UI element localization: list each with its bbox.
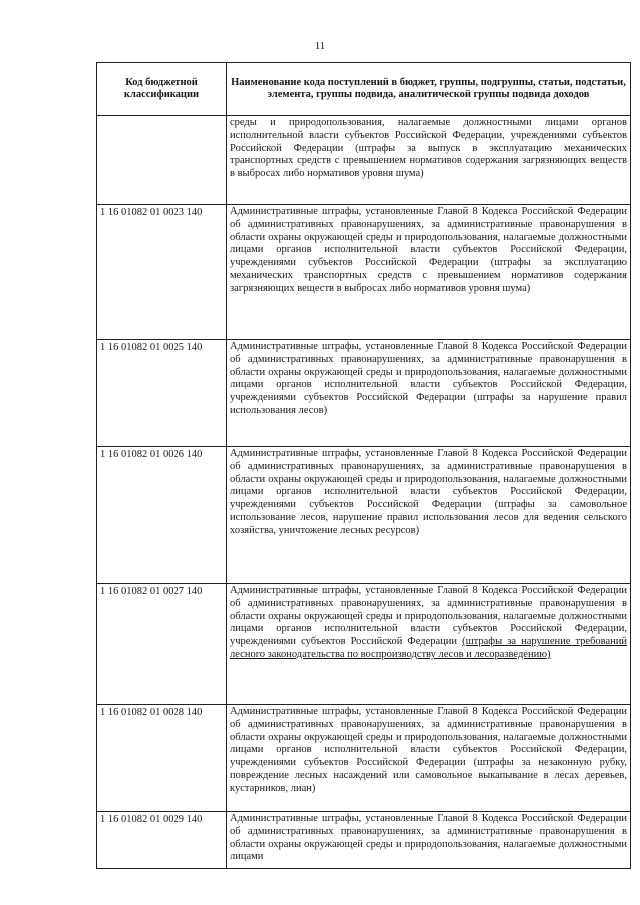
row-text: Административные штрафы, установленные Главой 8 Кодекса Российской Федерации об административных правонарушениях, за административные правонарушения в области охраны окружающей среды и природопользования, налагаемые должностными лицами [230, 813, 627, 863]
header-name: Наименование кода поступлений в бюджет, группы, подгруппы, статьи, подстатьи, элемента, группы подвида, аналитической группы подвида доходов [227, 63, 631, 116]
row-description [227, 812, 631, 869]
row-text: Административные штрафы, установленные Главой 8 Кодекса Российской Федерации об административных правонарушениях, за административные правонарушения в области охраны окружающей среды и природопользования, налагаемые должностными лицами органов исполнительной власти субъектов Российской Федерации, учреждениями субъектов Российской Федерации (штрафы за самовольное использование лесов, нарушение правил использования лесов для ведения сельского хозяйства, уничтожение лесных ресурсов) [230, 448, 627, 536]
header-code: Код бюджетной классификации [97, 63, 227, 116]
row-text: Административные штрафы, установленные Главой 8 Кодекса Российской Федерации об административных правонарушениях, за административные правонарушения в области охраны окружающей среды и природопользования, налагаемые должностными лицами органов исполнительной власти субъектов Российской Федерации, учреждениями субъектов Российской Федерации (штрафы за эксплуатацию механических транспортных средств с превышением нормативов содержания загрязняющих веществ в выбросах либо нормативов уровня шума) [230, 206, 627, 294]
row-description [227, 705, 631, 812]
table-row [97, 447, 631, 584]
row-code: 1 16 01082 01 0028 140 [97, 705, 227, 812]
row-description [227, 447, 631, 584]
row-text: среды и природопользования, налагаемые должностными лицами органов исполнительной власти субъектов Российской Федерации, учреждениями субъектов Российской Федерации (штрафы за выпуск в эксплуатацию механических транспортных средств с превышением нормативов содержания загрязняющих веществ в выбросах либо нормативов уровня шума) [230, 117, 627, 180]
table-row [97, 705, 631, 812]
table-header-row [97, 63, 631, 116]
row-text-underlined: (штрафы за нарушение требований лесного законодательства по воспроизводству лесов и лесоразведению) [230, 636, 628, 660]
table-row [97, 205, 631, 340]
row-description [227, 205, 631, 340]
table-row [97, 340, 631, 447]
row-code: 1 16 01082 01 0025 140 [97, 340, 227, 447]
row-description [227, 584, 631, 705]
budget-classification-table [96, 62, 631, 869]
row-code: 1 16 01082 01 0027 140 [97, 584, 227, 705]
page-number: 11 [314, 40, 326, 52]
row-text: Административные штрафы, установленные Главой 8 Кодекса Российской Федерации об административных правонарушениях, за административные правонарушения в области охраны окружающей среды и природопользования, налагаемые должностными лицами органов исполнительной власти субъектов Российской Федерации, учреждениями субъектов Российской Федерации [230, 585, 627, 648]
row-code: 1 16 01082 01 0023 140 [97, 205, 227, 340]
row-description [227, 116, 631, 205]
row-text: Административные штрафы, установленные Главой 8 Кодекса Российской Федерации об административных правонарушениях, за административные правонарушения в области охраны окружающей среды и природопользования, налагаемые должностными лицами органов исполнительной власти субъектов Российской Федерации, учреждениями субъектов Российской Федерации (штрафы за нарушение правил использования лесов) [230, 341, 627, 416]
row-text: Административные штрафы, установленные Главой 8 Кодекса Российской Федерации об административных правонарушениях, за административные правонарушения в области охраны окружающей среды и природопользования, налагаемые должностными лицами органов исполнительной власти субъектов Российской Федерации, учреждениями субъектов Российской Федерации (штрафы за незаконную рубку, повреждение лесных насаждений или самовольное выкапывание в лесах деревьев, кустарников, лиан) [230, 706, 627, 794]
row-code: 1 16 01082 01 0029 140 [97, 812, 227, 869]
table-row [97, 584, 631, 705]
row-description [227, 340, 631, 447]
row-code [97, 116, 227, 205]
table-row [97, 116, 631, 205]
table-row [97, 812, 631, 869]
row-code: 1 16 01082 01 0026 140 [97, 447, 227, 584]
